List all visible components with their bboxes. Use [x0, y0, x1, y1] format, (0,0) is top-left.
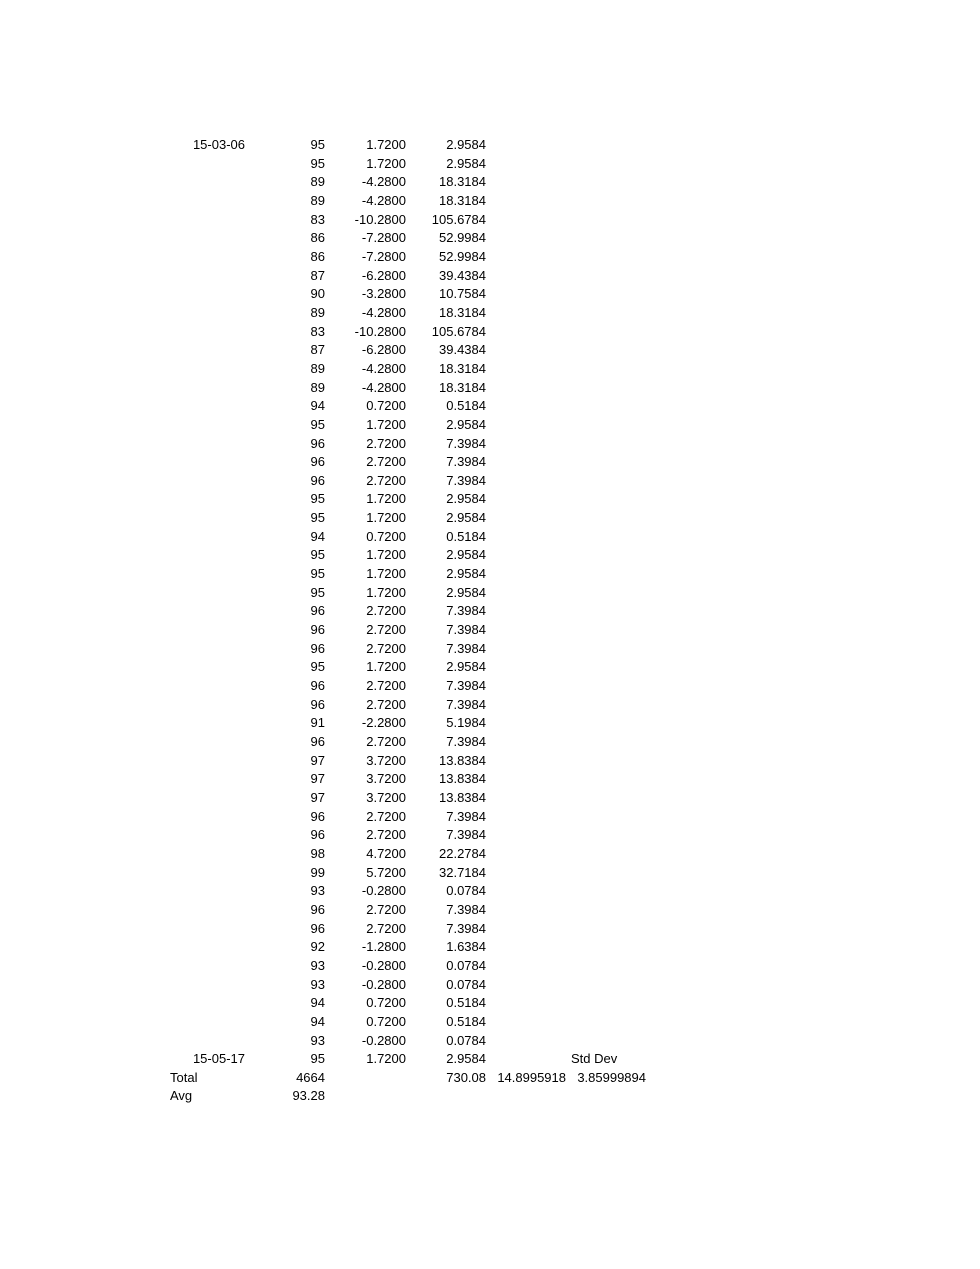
squared-deviation-cell: 7.3984 — [446, 901, 486, 917]
table-row — [0, 938, 980, 957]
value-cell: 94 — [310, 528, 325, 544]
table-row — [0, 621, 980, 640]
deviation-cell: 3.7200 — [366, 789, 406, 805]
value-cell: 95 — [310, 566, 325, 582]
value-cell: 89 — [310, 360, 325, 376]
deviation-cell: -0.2800 — [361, 1032, 406, 1048]
value-cell: 89 — [310, 174, 325, 190]
squared-deviation-cell: 0.5184 — [446, 398, 486, 414]
deviation-cell: -0.2800 — [361, 976, 406, 992]
table-row — [0, 752, 980, 771]
squared-deviation-cell: 7.3984 — [446, 678, 486, 694]
value-cell: 94 — [310, 1013, 325, 1029]
deviation-cell: 2.7200 — [366, 901, 406, 917]
squared-deviation-cell: 13.8384 — [439, 752, 486, 768]
value-cell: 95 — [310, 659, 325, 675]
value-cell: 95 — [310, 416, 325, 432]
squared-deviation-cell: 39.4384 — [439, 267, 486, 283]
squared-deviation-cell: 32.7184 — [439, 864, 486, 880]
deviation-cell: -10.2800 — [354, 211, 406, 227]
value-cell: 94 — [310, 398, 325, 414]
value-cell: 93 — [310, 957, 325, 973]
squared-deviation-cell: 22.2784 — [439, 845, 486, 861]
deviation-cell: 2.7200 — [366, 827, 406, 843]
squared-deviation-cell: 5.1984 — [446, 715, 486, 731]
deviation-cell: 2.7200 — [366, 678, 406, 694]
squared-deviation-cell: 10.7584 — [439, 286, 486, 302]
squared-deviation-cell: 7.3984 — [446, 827, 486, 843]
table-row — [0, 416, 980, 435]
deviation-cell: -10.2800 — [354, 323, 406, 339]
table-row — [0, 733, 980, 752]
deviation-cell: 2.7200 — [366, 603, 406, 619]
table-row — [0, 658, 980, 677]
deviation-cell: 1.7200 — [366, 510, 406, 526]
value-cell: 87 — [310, 342, 325, 358]
squared-deviation-cell: 7.3984 — [446, 472, 486, 488]
table-row — [0, 341, 980, 360]
std-dev-value: 3.85999894 — [577, 1069, 646, 1085]
total-row — [0, 1069, 980, 1088]
squared-deviation-cell: 2.9584 — [446, 659, 486, 675]
table-row — [0, 789, 980, 808]
deviation-cell: -4.2800 — [361, 360, 406, 376]
squared-deviation-cell: 7.3984 — [446, 622, 486, 638]
value-cell: 97 — [310, 752, 325, 768]
deviation-cell: 1.7200 — [366, 547, 406, 563]
deviation-cell: 2.7200 — [366, 472, 406, 488]
table-row — [0, 1032, 980, 1051]
deviation-cell: 1.7200 — [366, 491, 406, 507]
table-row — [0, 565, 980, 584]
deviation-cell: -3.2800 — [361, 286, 406, 302]
deviation-cell: 0.7200 — [366, 528, 406, 544]
value-cell: 96 — [310, 472, 325, 488]
value-cell: 95 — [310, 491, 325, 507]
squared-deviation-cell: 2.9584 — [446, 491, 486, 507]
std-dev-header: Std Dev — [571, 1051, 618, 1067]
value-cell: 83 — [310, 323, 325, 339]
table-row — [0, 528, 980, 547]
squared-deviation-cell: 18.3184 — [439, 360, 486, 376]
squared-deviation-cell: 2.9584 — [446, 137, 486, 152]
squared-deviation-cell: 0.0784 — [446, 883, 486, 899]
squared-deviation-cell: 105.6784 — [431, 211, 486, 227]
value-cell: 99 — [310, 864, 325, 880]
squared-deviation-cell: 39.4384 — [439, 342, 486, 358]
value-cell: 96 — [310, 920, 325, 936]
value-cell: 89 — [310, 379, 325, 395]
table-row — [0, 976, 980, 995]
squared-deviation-cell: 2.9584 — [446, 584, 486, 600]
value-cell: 89 — [310, 304, 325, 320]
avg-value: 93.28 — [292, 1088, 325, 1104]
table-row — [0, 267, 980, 286]
deviation-cell: 0.7200 — [366, 398, 406, 414]
value-cell: 96 — [310, 640, 325, 656]
table-row — [0, 957, 980, 976]
table-row — [0, 1013, 980, 1032]
table-row — [0, 211, 980, 230]
value-cell: 96 — [310, 808, 325, 824]
deviation-cell: -0.2800 — [361, 957, 406, 973]
total-label: Total — [170, 1069, 198, 1085]
table-row — [0, 584, 980, 603]
deviation-cell: 2.7200 — [366, 734, 406, 749]
squared-deviation-cell: 2.9584 — [446, 155, 486, 171]
table-row — [0, 472, 980, 491]
squared-deviation-cell: 0.5184 — [446, 1013, 486, 1029]
value-cell: 87 — [310, 267, 325, 283]
deviation-cell: -6.2800 — [361, 267, 406, 283]
squared-deviation-cell: 7.3984 — [446, 454, 486, 470]
date-cell: 15-03-06 — [192, 137, 245, 152]
deviation-cell: 1.7200 — [366, 659, 406, 675]
value-cell: 90 — [310, 286, 325, 302]
value-cell: 95 — [310, 137, 325, 152]
value-cell: 96 — [310, 678, 325, 694]
table-row — [0, 882, 980, 901]
value-cell: 89 — [310, 192, 325, 208]
table-row — [0, 1050, 980, 1069]
table-row — [0, 920, 980, 939]
value-cell: 83 — [310, 211, 325, 227]
squared-deviation-cell: 7.3984 — [446, 734, 486, 749]
deviation-cell: -4.2800 — [361, 174, 406, 190]
squared-deviation-cell: 0.0784 — [446, 1032, 486, 1048]
avg-label: Avg — [170, 1088, 193, 1104]
table-row — [0, 136, 980, 155]
table-row — [0, 379, 980, 398]
value-cell: 96 — [310, 734, 325, 749]
squared-deviation-cell: 7.3984 — [446, 603, 486, 619]
deviation-cell: 2.7200 — [366, 454, 406, 470]
table-row — [0, 602, 980, 621]
squared-deviation-cell: 18.3184 — [439, 304, 486, 320]
deviation-cell: 1.7200 — [366, 416, 406, 432]
table-row — [0, 826, 980, 845]
squared-deviation-cell: 0.5184 — [446, 995, 486, 1011]
value-cell: 95 — [310, 547, 325, 563]
value-cell: 95 — [310, 584, 325, 600]
value-cell: 91 — [310, 715, 325, 731]
deviation-cell: 1.7200 — [366, 584, 406, 600]
value-cell: 96 — [310, 622, 325, 638]
table-row — [0, 770, 980, 789]
value-cell: 96 — [310, 901, 325, 917]
table-row — [0, 323, 980, 342]
deviation-cell: 0.7200 — [366, 995, 406, 1011]
table-row — [0, 845, 980, 864]
value-cell: 94 — [310, 995, 325, 1011]
date-cell: 15-05-17 — [192, 1051, 245, 1067]
squared-deviation-cell: 13.8384 — [439, 771, 486, 787]
table-row — [0, 155, 980, 174]
deviation-cell: -7.2800 — [361, 230, 406, 246]
value-cell: 98 — [310, 845, 325, 861]
value-cell: 96 — [310, 827, 325, 843]
deviation-cell: 2.7200 — [366, 920, 406, 936]
squared-deviation-cell: 2.9584 — [446, 566, 486, 582]
deviation-cell: -1.2800 — [361, 939, 406, 955]
squared-deviation-cell: 105.6784 — [431, 323, 486, 339]
squared-deviation-cell: 7.3984 — [446, 696, 486, 712]
value-cell: 93 — [310, 1032, 325, 1048]
deviation-cell: 2.7200 — [366, 435, 406, 451]
value-cell: 96 — [310, 696, 325, 712]
table-row — [0, 304, 980, 323]
value-cell: 95 — [310, 1051, 325, 1067]
table-row — [0, 229, 980, 248]
deviation-cell: 1.7200 — [366, 137, 406, 152]
deviation-cell: -2.2800 — [361, 715, 406, 731]
deviation-cell: 1.7200 — [366, 566, 406, 582]
squared-deviation-cell: 1.6384 — [446, 939, 486, 955]
squared-deviation-cell: 7.3984 — [446, 808, 486, 824]
deviation-cell: -4.2800 — [361, 379, 406, 395]
table-row — [0, 677, 980, 696]
squared-deviation-cell: 0.0784 — [446, 957, 486, 973]
table-row — [0, 696, 980, 715]
value-cell: 95 — [310, 510, 325, 526]
value-cell: 92 — [310, 939, 325, 955]
deviation-cell: 5.7200 — [366, 864, 406, 880]
value-cell: 97 — [310, 771, 325, 787]
avg-row — [0, 1087, 980, 1106]
squared-deviation-cell: 0.0784 — [446, 976, 486, 992]
table-row — [0, 901, 980, 920]
table-row — [0, 640, 980, 659]
table-row — [0, 360, 980, 379]
spreadsheet — [0, 136, 980, 1106]
value-cell: 97 — [310, 789, 325, 805]
deviation-cell: -4.2800 — [361, 192, 406, 208]
variance-value: 14.8995918 — [497, 1069, 566, 1085]
table-row — [0, 714, 980, 733]
deviation-cell: 1.7200 — [366, 155, 406, 171]
table-row — [0, 192, 980, 211]
value-cell: 96 — [310, 603, 325, 619]
table-row — [0, 397, 980, 416]
table-row — [0, 864, 980, 883]
deviation-cell: -6.2800 — [361, 342, 406, 358]
squared-deviation-cell: 2.9584 — [446, 547, 486, 563]
table-row — [0, 546, 980, 565]
squared-deviation-cell: 13.8384 — [439, 789, 486, 805]
deviation-cell: 3.7200 — [366, 752, 406, 768]
deviation-cell: 2.7200 — [366, 622, 406, 638]
table-row — [0, 285, 980, 304]
squared-deviation-cell: 52.9984 — [439, 248, 486, 264]
table-row — [0, 808, 980, 827]
deviation-cell: -0.2800 — [361, 883, 406, 899]
table-row — [0, 490, 980, 509]
total-value: 4664 — [296, 1069, 325, 1085]
value-cell: 96 — [310, 454, 325, 470]
deviation-cell: 4.7200 — [366, 845, 406, 861]
value-cell: 86 — [310, 230, 325, 246]
deviation-cell: -7.2800 — [361, 248, 406, 264]
value-cell: 93 — [310, 976, 325, 992]
value-cell: 86 — [310, 248, 325, 264]
value-cell: 96 — [310, 435, 325, 451]
deviation-cell: 1.7200 — [366, 1051, 406, 1067]
deviation-cell: 2.7200 — [366, 640, 406, 656]
total-squared: 730.08 — [446, 1069, 486, 1085]
squared-deviation-cell: 2.9584 — [446, 1051, 486, 1067]
squared-deviation-cell: 7.3984 — [446, 640, 486, 656]
table-row — [0, 248, 980, 267]
squared-deviation-cell: 2.9584 — [446, 510, 486, 526]
table-row — [0, 173, 980, 192]
squared-deviation-cell: 18.3184 — [439, 379, 486, 395]
table-row — [0, 994, 980, 1013]
deviation-cell: 3.7200 — [366, 771, 406, 787]
deviation-cell: 2.7200 — [366, 696, 406, 712]
deviation-cell: 0.7200 — [366, 1013, 406, 1029]
squared-deviation-cell: 18.3184 — [439, 192, 486, 208]
deviation-cell: -4.2800 — [361, 304, 406, 320]
deviation-cell: 2.7200 — [366, 808, 406, 824]
squared-deviation-cell: 18.3184 — [439, 174, 486, 190]
table-row — [0, 453, 980, 472]
squared-deviation-cell: 2.9584 — [446, 416, 486, 432]
squared-deviation-cell: 7.3984 — [446, 435, 486, 451]
squared-deviation-cell: 52.9984 — [439, 230, 486, 246]
table-row — [0, 435, 980, 454]
value-cell: 95 — [310, 155, 325, 171]
table-row — [0, 509, 980, 528]
value-cell: 93 — [310, 883, 325, 899]
squared-deviation-cell: 0.5184 — [446, 528, 486, 544]
squared-deviation-cell: 7.3984 — [446, 920, 486, 936]
